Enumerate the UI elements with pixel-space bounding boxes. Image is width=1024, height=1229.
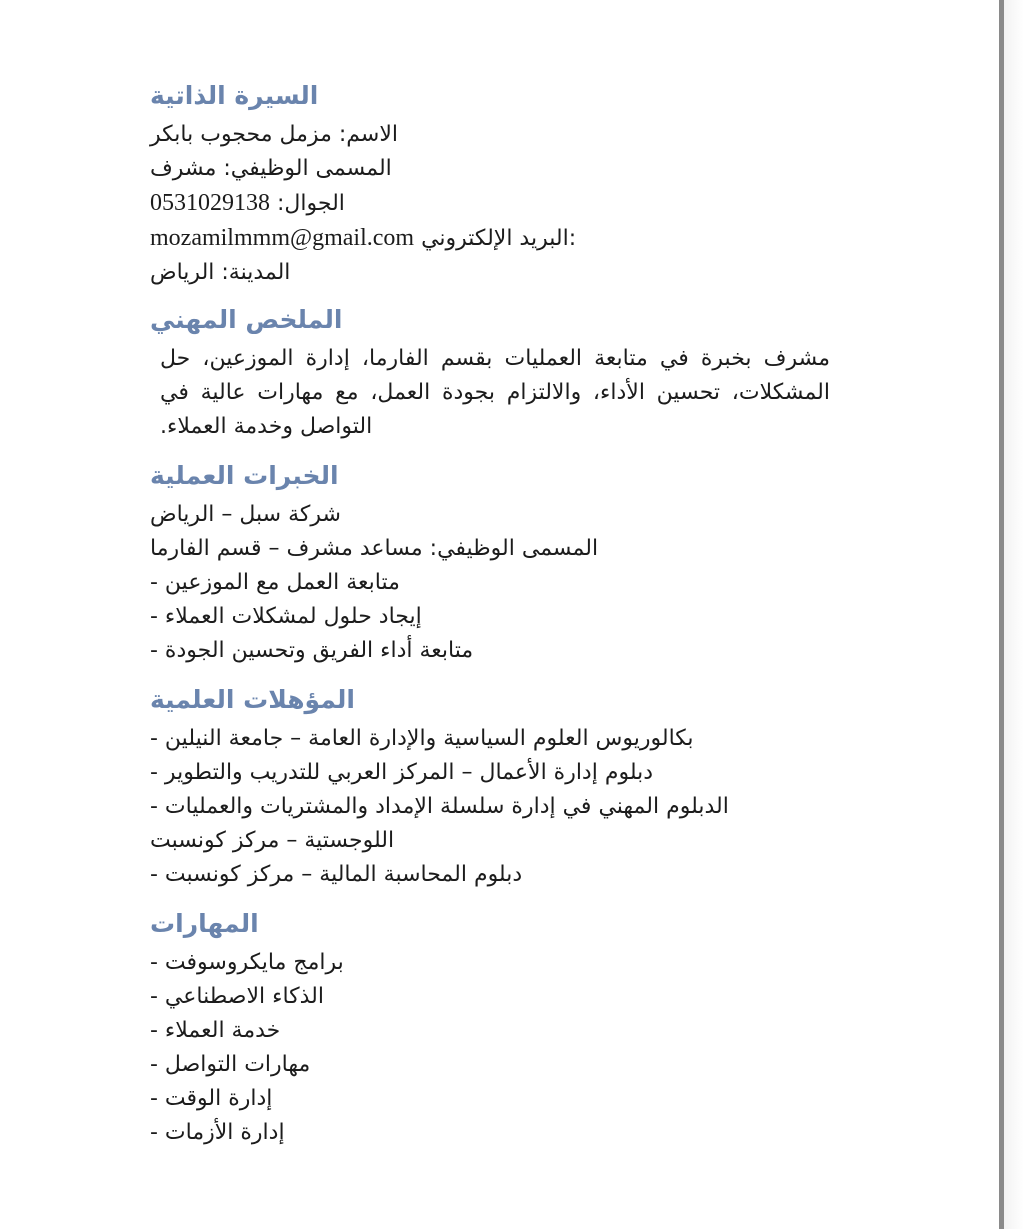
- skills-section: [150, 906, 830, 1150]
- phone-line: [150, 186, 830, 221]
- list-item: مهارات التواصل -: [150, 1052, 311, 1077]
- job-title-line: المسمى الوظيفي: مشرف: [150, 156, 392, 181]
- cv-title: السيرة الذاتية: [150, 81, 319, 110]
- experience-section: [150, 458, 830, 668]
- list-item: متابعة أداء الفريق وتحسين الجودة -: [150, 638, 474, 663]
- list-item: إيجاد حلول لمشكلات العملاء -: [150, 604, 422, 629]
- experience-list: [150, 566, 830, 668]
- city-line: المدينة: الرياض: [150, 260, 291, 285]
- list-item: متابعة العمل مع الموزعين -: [150, 570, 400, 595]
- list-item: دبلوم المحاسبة المالية – مركز كونسبت -: [150, 862, 523, 887]
- experience-title: الخبرات العملية: [150, 461, 339, 490]
- summary-text: مشرف بخبرة في متابعة العمليات بقسم الفارما، إدارة الموزعين، حل المشكلات، تحسين الأداء، والالتزام بجودة العمل، مع مهارات عالية في التواصل وخدمة العملاء.: [160, 346, 830, 439]
- cv-content: [150, 78, 830, 1150]
- summary-title: الملخص المهني: [150, 305, 343, 334]
- qualifications-list: [150, 722, 830, 892]
- name-line: الاسم: مزمل محجوب بابكر: [150, 122, 398, 147]
- list-item: الدبلوم المهني في إدارة سلسلة الإمداد والمشتريات والعمليات -: [150, 794, 729, 819]
- list-item: اللوجستية – مركز كونسبت: [150, 828, 395, 853]
- list-item: إدارة الأزمات -: [150, 1120, 285, 1145]
- list-item: دبلوم إدارة الأعمال – المركز العربي للتدريب والتطوير -: [150, 760, 654, 785]
- personal-info-section: [150, 78, 830, 290]
- phone-value: 0531029138: [150, 190, 270, 216]
- phone-label: الجوال:: [277, 191, 345, 216]
- skills-list: [150, 946, 830, 1150]
- list-item: إدارة الوقت -: [150, 1086, 273, 1111]
- skills-title: المهارات: [150, 909, 259, 938]
- company-line: شركة سبل – الرياض: [150, 502, 341, 527]
- list-item: بكالوريوس العلوم السياسية والإدارة العامة – جامعة النيلين -: [150, 726, 694, 751]
- list-item: خدمة العملاء -: [150, 1018, 281, 1043]
- list-item: برامج مايكروسوفت -: [150, 950, 344, 975]
- page-edge-line: [999, 0, 1004, 1229]
- email-line: [150, 221, 830, 256]
- qualifications-section: [150, 682, 830, 892]
- position-line: المسمى الوظيفي: مساعد مشرف – قسم الفارما: [150, 536, 599, 561]
- email-value: mozamilmmm@gmail.com: [150, 225, 415, 251]
- qualifications-title: المؤهلات العلمية: [150, 685, 355, 714]
- list-item: الذكاء الاصطناعي -: [150, 984, 325, 1009]
- summary-section: [150, 302, 830, 444]
- email-label: :البريد الإلكتروني: [421, 226, 577, 251]
- page-edge-shadow: [1004, 0, 1024, 1229]
